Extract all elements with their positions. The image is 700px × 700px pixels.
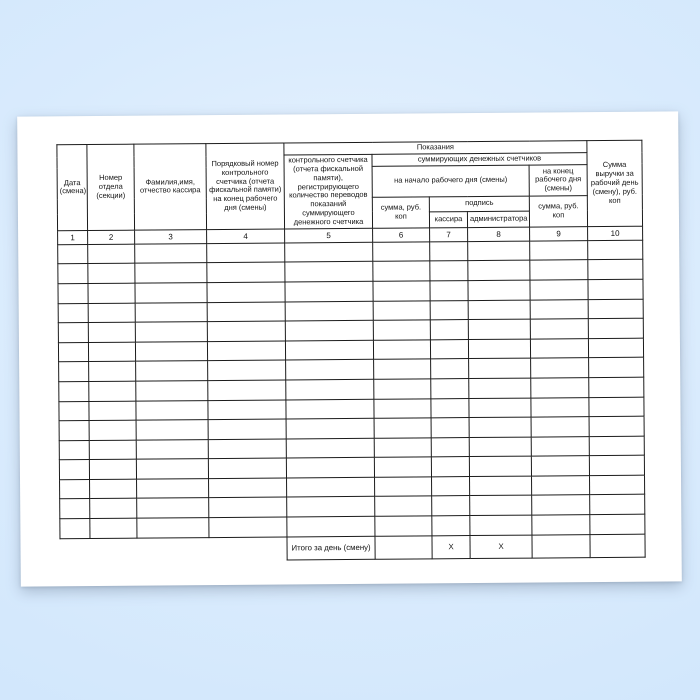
empty-cell [208,439,286,459]
empty-cell [532,515,590,535]
empty-cell [285,320,373,340]
empty-cell [530,299,588,319]
empty-cell [208,400,286,420]
header-start-of-day: на начало рабочего дня (смены) [372,165,529,197]
header-sum-end: сумма, руб. коп [529,195,587,226]
empty-cell [208,419,286,439]
empty-cell [137,498,209,518]
empty-cell [590,475,645,495]
empty-cell [589,358,644,378]
empty-cell [531,436,589,456]
empty-cell [373,340,430,360]
col-number: 10 [588,226,643,240]
empty-cell [135,243,207,263]
empty-cell [430,300,468,320]
empty-cell [136,361,208,381]
footer-spacer [60,537,287,562]
empty-cell [374,379,431,399]
empty-cell [373,320,430,340]
empty-cell [531,378,589,398]
empty-cell [89,361,136,381]
empty-cell [207,282,285,302]
empty-cell [60,519,90,539]
empty-cell [207,302,285,322]
col-number: 4 [207,229,285,244]
empty-cell [207,243,285,263]
empty-cell [588,279,643,299]
empty-cell [430,241,468,261]
empty-cell [59,381,89,401]
empty-cell [470,496,532,516]
empty-cell [135,341,207,361]
empty-cell [532,475,590,495]
empty-cell [531,397,589,417]
totals-row [60,534,645,562]
empty-cell [136,439,208,459]
empty-cell [374,457,431,477]
empty-cell [530,319,588,339]
empty-cell [373,300,430,320]
empty-cell [530,260,588,280]
empty-cell [468,241,530,261]
empty-cell [431,378,469,398]
empty-cell [89,459,136,479]
totals-col6 [375,536,432,559]
empty-cell [431,457,469,477]
empty-cell [285,242,373,262]
empty-cell [431,359,469,379]
empty-cell [430,320,468,340]
empty-cell [468,300,530,320]
empty-cell [135,322,207,342]
empty-cell [137,518,209,538]
header-signature-cashier: кассира [429,211,467,227]
empty-cell [432,476,470,496]
empty-cell [208,360,286,380]
empty-cell [137,478,209,498]
col-number: 6 [373,228,430,242]
paper-sheet [17,111,682,586]
empty-cell [432,516,470,536]
empty-cell [469,358,531,378]
empty-cell [470,515,532,535]
empty-cell [430,281,468,301]
totals-col8-x: X [470,535,532,558]
empty-cell [469,417,531,437]
header-date: Дата (смена) [57,145,88,231]
empty-cell [90,499,137,519]
empty-cell [136,400,208,420]
empty-cell [430,339,468,359]
empty-cell [135,302,207,322]
empty-cell [88,303,135,323]
empty-cell [89,401,136,421]
totals-col7-x: X [432,535,470,558]
empty-cell [89,420,136,440]
empty-cell [59,421,89,441]
empty-cell [89,381,136,401]
empty-cell [588,318,643,338]
empty-cell [530,338,588,358]
empty-cell [59,401,89,421]
empty-cell [58,323,88,343]
cashier-journal-table [56,140,645,562]
empty-cell [136,420,208,440]
col-number: 3 [135,229,207,244]
empty-cell [588,299,643,319]
empty-cell [59,460,89,480]
empty-cell [88,244,135,264]
empty-cell [431,418,469,438]
empty-cell [287,477,375,497]
col-number: 2 [88,230,135,244]
col-number: 5 [285,228,373,243]
empty-cell [207,341,285,361]
empty-cell [88,322,135,342]
empty-cell [135,263,207,283]
empty-cell [468,280,530,300]
empty-cell [530,240,588,260]
empty-cell [373,242,430,262]
header-counter-number: Порядковый номер контрольного счетчика (отчета фискальной памяти) на конец рабочего дня (смены) [206,143,285,229]
empty-cell [375,477,432,497]
empty-cell [373,281,430,301]
empty-cell [469,456,531,476]
empty-cell [209,497,287,517]
empty-cell [136,459,208,479]
empty-cell [469,378,531,398]
empty-cell [207,262,285,282]
empty-cell [60,479,90,499]
empty-cell [285,301,373,321]
empty-cell [207,321,285,341]
col-number: 7 [430,227,468,241]
empty-cell [88,342,135,362]
empty-cell [469,437,531,457]
empty-cell [531,456,589,476]
empty-cell [286,399,374,419]
empty-cell [375,496,432,516]
empty-cell [589,377,644,397]
empty-cell [286,418,374,438]
header-department: Номер отдела (секции) [87,144,135,230]
empty-cell [589,416,644,436]
empty-cell [468,339,530,359]
empty-cell [374,438,431,458]
empty-cell [286,458,374,478]
empty-cell [590,495,645,515]
empty-cell [58,342,88,362]
empty-cell [285,340,373,360]
empty-cell [375,516,432,536]
empty-cell [90,518,137,538]
empty-cell [588,338,643,358]
col-number: 8 [468,227,530,241]
empty-cell [88,264,135,284]
empty-cell [531,417,589,437]
empty-cell [531,358,589,378]
empty-cell [136,381,208,401]
empty-cell [374,418,431,438]
empty-cell [588,260,643,280]
empty-cell [90,479,137,499]
empty-cell [59,362,89,382]
empty-cell [468,260,530,280]
empty-cell [589,455,644,475]
totals-label: Итого за день (смену) [287,536,375,560]
empty-cell [209,517,287,537]
empty-cell [209,478,287,498]
empty-cell [374,398,431,418]
empty-cell [89,440,136,460]
empty-cell [589,397,644,417]
empty-cell [58,264,88,284]
empty-cell [58,244,88,264]
empty-cell [58,303,88,323]
header-cashier-name: Фамилия,имя, отчество кассира [134,144,207,230]
empty-cell [135,283,207,303]
empty-cell [470,476,532,496]
totals-col9 [532,534,590,557]
header-signature: подпись [429,196,529,212]
header-sum-start: сумма, руб. коп [372,197,429,228]
empty-cell [286,360,374,380]
empty-cell [431,398,469,418]
empty-cell [287,516,375,536]
empty-cell [374,359,431,379]
empty-cell [208,458,286,478]
empty-cell [431,437,469,457]
empty-cell [588,240,643,260]
empty-cell [286,379,374,399]
empty-cell [590,514,645,534]
empty-cell [432,496,470,516]
empty-cell [88,283,135,303]
header-summing-counters: суммирующих денежных счетчиков [372,153,587,167]
header-end-of-day: на конец рабочего дня (смены) [529,164,587,195]
col-number: 1 [58,230,88,244]
empty-cell [285,281,373,301]
empty-cell [208,380,286,400]
empty-cell [285,262,373,282]
totals-col10 [590,534,645,557]
empty-cell [287,497,375,517]
empty-cell [373,261,430,281]
empty-cell [286,438,374,458]
empty-cell [532,495,590,515]
empty-cell [430,261,468,281]
col-number: 9 [530,226,588,240]
header-control-counter: контрольного счетчика (отчета фискальной памяти), регистрирующего количество переводов показаний суммирующего денежного счетчика [284,154,373,228]
header-pokazaniya: Показания [284,141,587,155]
empty-cell [530,280,588,300]
header-revenue-sum: Сумма выручки за рабочий день (смену), руб. коп [587,140,643,226]
empty-cell [589,436,644,456]
empty-cell [58,283,88,303]
empty-cell [60,499,90,519]
empty-cell [468,319,530,339]
header-signature-admin: администратора [467,211,529,227]
empty-cell [469,398,531,418]
empty-cell [59,440,89,460]
